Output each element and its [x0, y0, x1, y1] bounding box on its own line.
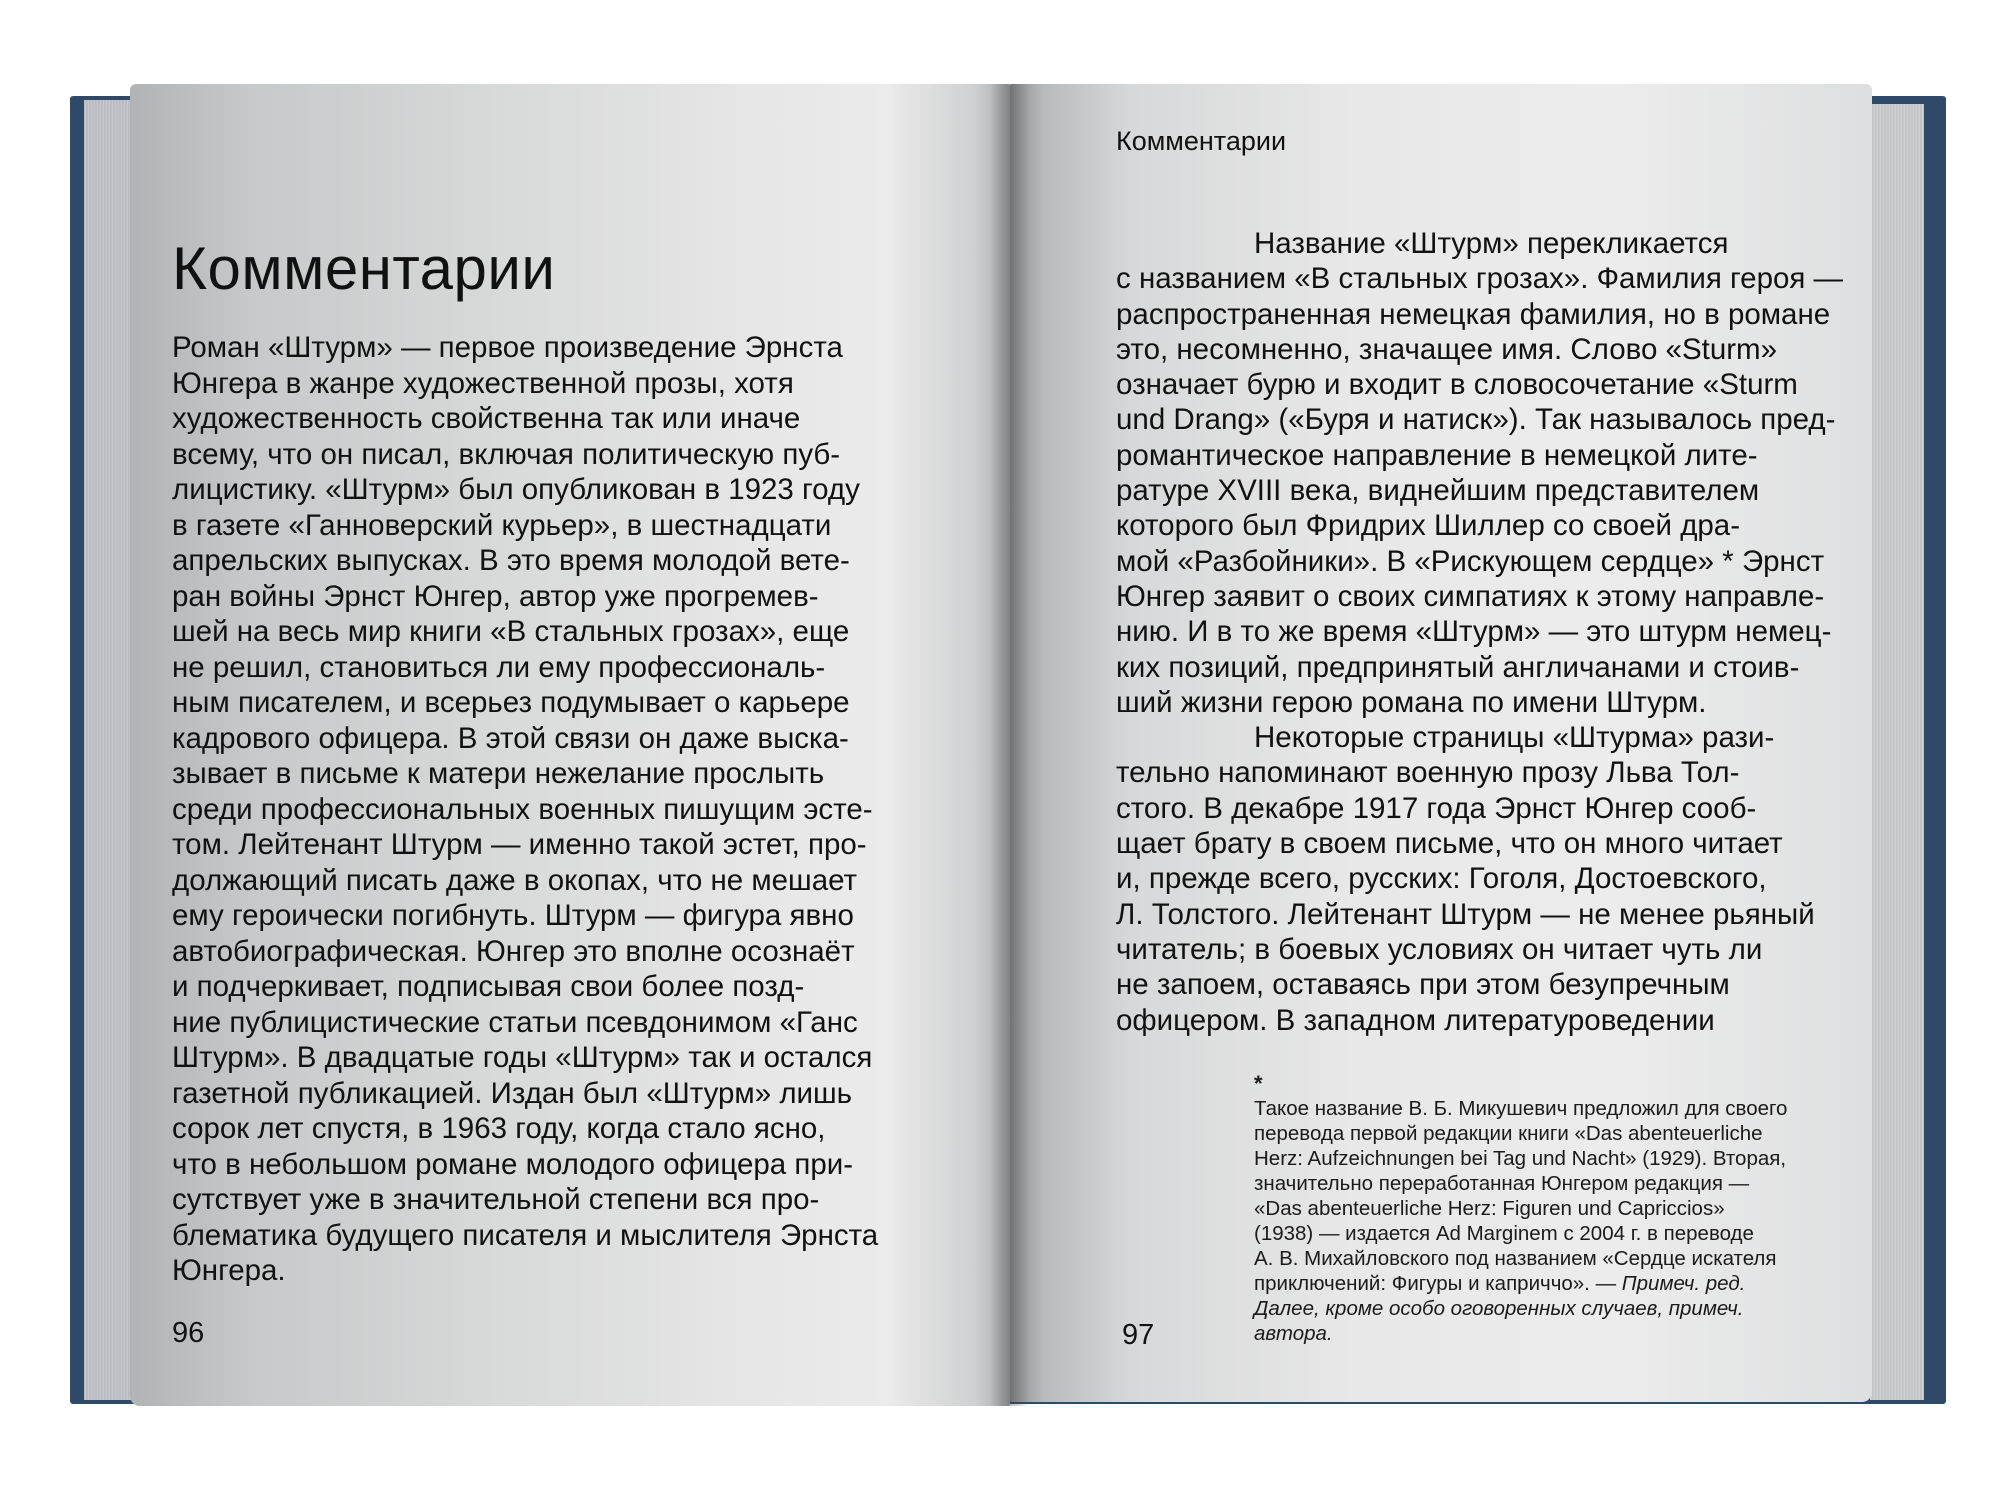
footnote-line: Herz: Aufzeichnungen bei Tag und Nacht» (1929). Вторая,	[1254, 1147, 1787, 1170]
text-line: означает бурю и входит в словосочетание «Sturm	[1116, 368, 1798, 402]
footnote-line	[1254, 1271, 1844, 1296]
text-line: ние публицистические статьи псевдонимом «Ганс	[172, 1005, 858, 1039]
text-line: с названием «В стальных грозах». Фамилия героя —	[1116, 262, 1844, 296]
footnote-line: «Das abenteuerliche Herz: Figuren und Capriccios»	[1254, 1197, 1725, 1220]
text-line: которого был Фридрих Шиллер со своей дра-	[1116, 509, 1741, 543]
text-line: должающий писать даже в окопах, что не мешает	[172, 863, 858, 897]
text-line: всему, что он писал, включая политическую пуб-	[172, 437, 841, 471]
footnote-line: значительно переработанная Юнгером редакция —	[1254, 1172, 1750, 1195]
text-line: нию. И в то же время «Штурм» — это штурм немец-	[1116, 615, 1832, 649]
footnote-editor-note: Примеч. ред.	[1621, 1272, 1746, 1295]
text-line: щает брату в своем письме, что он много читает	[1116, 827, 1783, 861]
text-line: том. Лейтенант Штурм — именно такой эстет, про-	[172, 828, 867, 861]
text-line: ран войны Эрнст Юнгер, автор уже прогремев-	[172, 579, 819, 613]
text-line-indented: Некоторые страницы «Штурма» рази-	[1254, 721, 1775, 755]
text-line: апрельских выпусках. В это время молодой вете-	[172, 544, 850, 577]
text-line: Юнгера в жанре художественной прозы, хотя	[172, 366, 794, 400]
text-line-indented: Название «Штурм» перекликается	[1254, 227, 1729, 260]
text-line: читатель; в боевых условиях он читает чуть ли	[1116, 932, 1763, 966]
text-line: тельно напоминают военную прозу Льва Тол-	[1116, 756, 1740, 790]
running-head: Комментарии	[1116, 126, 1287, 156]
text-line: ным писателем, и всерьез подумывает о карьере	[172, 686, 850, 719]
right-body-text	[1116, 226, 1846, 1038]
page-number-left: 96	[172, 1317, 205, 1349]
text-line: мой «Разбойники». В «Рискующем сердце» * Эрнст	[1116, 544, 1825, 578]
text-line: зывает в письме к матери нежелание прослыть	[172, 757, 825, 790]
text-line: сутствует уже в значительной степени вся про-	[172, 1183, 820, 1216]
text-line: und Drang» («Буря и натиск»). Так называлось пред-	[1116, 403, 1836, 437]
text-line: Роман «Штурм» — первое произведение Эрнста	[172, 331, 843, 364]
text-line: сорок лет спустя, в 1963 году, когда стало ясно,	[172, 1112, 826, 1145]
text-line: что в небольшом романе молодого офицера при-	[172, 1147, 854, 1181]
page-edges-right	[1870, 104, 1924, 1400]
text-line: стого. В декабре 1917 года Эрнст Юнгер сооб-	[1116, 791, 1757, 825]
text-line: романтическое направление в немецкой лите-	[1116, 438, 1758, 472]
text-line: блематика будущего писателя и мыслителя Эрнста	[172, 1218, 879, 1252]
text-line: ший жизни герою романа по имени Штурм.	[1116, 685, 1707, 719]
page-number-right: 97	[1122, 1319, 1155, 1351]
text-line: Штурм». В двадцатые годы «Штурм» так и остался	[172, 1041, 873, 1074]
text-line: офицером. В западном литературоведении	[1116, 1003, 1715, 1037]
text-line: это, несомненно, значащее имя. Слово «Sturm»	[1116, 332, 1778, 366]
text-line: не решил, становиться ли ему профессиональ-	[172, 650, 826, 684]
text-line: кадрового офицера. В этой связи он даже выска-	[172, 721, 849, 755]
footnote-editor-note: автора.	[1254, 1322, 1333, 1345]
text-line: не запоем, оставаясь при этом безупречным	[1116, 968, 1730, 1002]
text-line: ких позиций, предпринятый англичанами и стоив-	[1116, 650, 1800, 684]
footnote-line: (1938) — издается Ad Marginem с 2004 г. в переводе	[1254, 1222, 1754, 1245]
text-line: среди профессиональных военных пишущим эсте-	[172, 792, 873, 826]
page-title: Комментарии	[172, 235, 556, 302]
text-line: лицистику. «Штурм» был опубликован в 1923 году	[172, 473, 860, 506]
text-line: в газете «Ганноверский курьер», в шестнадцати	[172, 508, 832, 542]
text-line: ему героически погибнуть. Штурм — фигура явно	[172, 899, 854, 932]
text-line: художественность свойственна так или иначе	[172, 402, 801, 435]
footnote-line: Такое название В. Б. Микушевич предложил для своего	[1254, 1097, 1788, 1120]
text-line: ратуре XVIII века, виднейшим представителем	[1116, 474, 1760, 508]
text-line: газетной публикацией. Издан был «Штурм» лишь	[172, 1076, 853, 1110]
footnote-line: А. В. Михайловского под названием «Сердце искателя	[1254, 1247, 1777, 1270]
text-line: Л. Толстого. Лейтенант Штурм — не менее рьяный	[1116, 897, 1815, 931]
text-line: и, прежде всего, русских: Гоголя, Достоевского,	[1116, 862, 1767, 896]
text-line: Юнгера.	[172, 1254, 286, 1287]
text-line: и подчеркивает, подписывая свои более позд-	[172, 970, 805, 1003]
footnote-line: перевода первой редакции книги «Das abenteuerliche	[1254, 1122, 1763, 1145]
text-line: автобиографическая. Юнгер это вполне осознаёт	[172, 934, 855, 968]
book-gutter	[990, 84, 1030, 1406]
footnote-editor-note: Далее, кроме особо оговоренных случаев, примеч.	[1254, 1297, 1744, 1320]
text-line: распространенная немецкая фамилия, но в романе	[1116, 297, 1831, 331]
footnote-text: приключений: Фигуры и каприччо». —	[1254, 1272, 1622, 1295]
footnote-marker: *	[1254, 1071, 1263, 1096]
left-body-text	[172, 330, 932, 1289]
text-line: шей на весь мир книги «В стальных грозах», еще	[172, 615, 850, 648]
text-line: Юнгер заявит о своих симпатиях к этому направле-	[1116, 579, 1825, 613]
footnote	[1254, 1072, 1844, 1346]
